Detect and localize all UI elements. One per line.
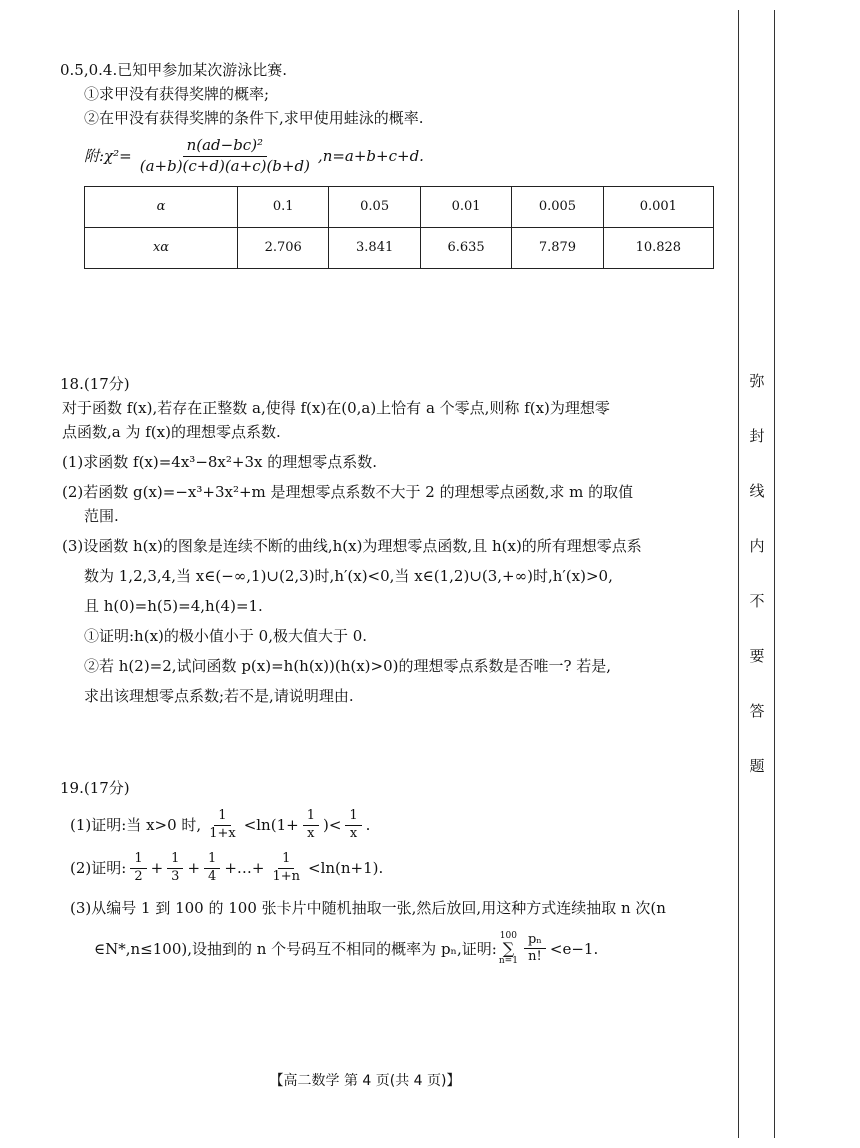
summation	[499, 932, 518, 966]
table-row-label: α	[85, 187, 238, 228]
fraction-numerator: 1	[278, 851, 294, 869]
fraction	[130, 851, 146, 886]
page-footer: 【高二数学 第 4 页(共 4 页)】	[269, 1073, 461, 1089]
table-row-label: xα	[85, 228, 238, 269]
q19-p1-mid: <ln(1+	[243, 816, 299, 835]
q18-line: 点函数,a 为 f(x)的理想零点系数.	[62, 423, 281, 441]
table-row	[85, 187, 714, 228]
q18-line: 范围.	[84, 507, 119, 525]
fraction-numerator: 1	[214, 808, 230, 826]
q19-part-3-line-1: (3)从编号 1 到 100 的 100 张卡片中随机抽取一张,然后放回,用这种方式连续抽取 n 次(n	[70, 898, 666, 917]
fraction-numerator: 1	[130, 851, 146, 869]
table-row	[85, 228, 714, 269]
table-cell: 0.1	[238, 187, 329, 228]
table-cell: 10.828	[603, 228, 713, 269]
binding-char: 题	[749, 757, 765, 775]
binding-char: 弥	[749, 372, 765, 390]
sum-symbol: ∑	[502, 938, 515, 958]
binding-char: 答	[749, 702, 765, 720]
fraction-numerator: 1	[345, 808, 361, 826]
q19-p2-ellipsis: +…+	[224, 859, 265, 878]
binding-char: 不	[749, 592, 765, 610]
table-cell: 0.05	[329, 187, 420, 228]
fraction-denominator: x	[307, 825, 315, 841]
fraction-numerator: 1	[204, 851, 220, 869]
binding-char: 封	[749, 427, 765, 445]
margin-line-right	[774, 10, 775, 1138]
fraction-denominator: 2	[134, 868, 143, 884]
q18-line: 且 h(0)=h(5)=4,h(4)=1.	[84, 597, 263, 615]
q18-line: (1)求函数 f(x)=4x³−8x²+3x 的理想零点系数.	[62, 453, 378, 471]
q19-p2-prefix: (2)证明:	[70, 859, 127, 878]
q18-line: ②若 h(2)=2,试问函数 p(x)=h(h(x))(h(x)>0)的理想零点系数是否唯一? 若是,	[84, 657, 612, 675]
q19-p3-end: <e−1.	[549, 939, 599, 958]
q19-part-3-line-2	[60, 932, 740, 967]
fraction-denominator: 1+n	[272, 868, 300, 884]
fraction	[205, 808, 240, 843]
q17-line-3: ②在甲没有获得奖牌的条件下,求甲使用蛙泳的概率.	[84, 109, 424, 127]
critical-value-table	[84, 186, 714, 269]
fraction-denominator: x	[349, 825, 358, 841]
q18-line: (3)设函数 h(x)的图象是连续不断的曲线,h(x)为理想零点函数,且 h(x)的所有理想零点系	[62, 537, 642, 555]
fraction	[524, 932, 546, 967]
sum-lower-limit: n=1	[498, 955, 518, 966]
table-cell: 0.01	[420, 187, 511, 228]
q18-line: 对于函数 f(x),若存在正整数 a,使得 f(x)在(0,a)上恰有 a 个零点,则称 f(x)为理想零	[62, 399, 610, 417]
q19-part-2	[60, 851, 740, 886]
question-19	[60, 776, 740, 966]
chi-square-formula	[60, 136, 720, 176]
table-cell: 7.879	[512, 228, 603, 269]
q19-p3-prefix: ∈N*,n≤100),设抽到的 n 个号码互不相同的概率为 pₙ,证明:	[94, 939, 497, 958]
q19-part-1	[60, 808, 740, 843]
q19-p1-prefix: (1)证明:当 x>0 时,	[70, 816, 202, 835]
table-cell: 0.005	[512, 187, 603, 228]
q18-line: 求出该理想零点系数;若不是,请说明理由.	[84, 687, 354, 705]
binding-char: 内	[749, 537, 765, 555]
fraction-denominator: n!	[528, 949, 542, 965]
fraction	[167, 851, 183, 886]
fraction-denominator: 4	[208, 868, 217, 884]
q18-line: ①证明:h(x)的极小值小于 0,极大值大于 0.	[84, 627, 368, 645]
plus-sign: +	[150, 859, 164, 878]
q18-line: (2)若函数 g(x)=−x³+3x²+m 是理想零点系数不大于 2 的理想零点函数,求 m 的取值	[62, 483, 634, 501]
margin-line-left	[738, 10, 739, 1138]
fraction	[345, 808, 361, 843]
question-18	[60, 372, 740, 708]
q18-title: 18.(17分)	[60, 375, 130, 393]
plus-sign: +	[187, 859, 201, 878]
fraction-denominator: 1+x	[209, 825, 236, 841]
q17-line-2: ①求甲没有获得奖牌的概率;	[84, 85, 270, 103]
formula-numerator: n(ad−bc)²	[183, 136, 268, 157]
fraction-numerator: 1	[167, 851, 183, 869]
binding-char: 要	[749, 647, 765, 665]
sum-upper-limit: 100	[499, 930, 517, 941]
table-cell: 6.635	[420, 228, 511, 269]
binding-notice	[742, 370, 772, 810]
fraction-denominator: 3	[171, 868, 180, 884]
fraction	[303, 808, 319, 843]
binding-char: 线	[749, 482, 765, 500]
table-cell: 3.841	[329, 228, 420, 269]
q19-p2-end: <ln(n+1).	[308, 859, 384, 878]
q17-line-1: 0.5,0.4.已知甲参加某次游泳比赛.	[60, 61, 288, 79]
fraction-numerator: pₙ	[524, 932, 546, 950]
q19-title: 19.(17分)	[60, 779, 130, 797]
formula-prefix: 附:χ²=	[84, 147, 132, 165]
table-cell: 0.001	[603, 187, 713, 228]
fraction	[268, 851, 304, 886]
question-17-tail	[60, 58, 720, 269]
fraction	[204, 851, 220, 886]
fraction-numerator: 1	[303, 808, 319, 826]
formula-denominator: (a+b)(c+d)(a+c)(b+d)	[139, 156, 310, 175]
q19-p1-mid2: )<	[322, 816, 342, 835]
table-cell: 2.706	[238, 228, 329, 269]
formula-suffix: ,n=a+b+c+d.	[317, 147, 424, 165]
q19-p1-end: .	[365, 816, 371, 835]
formula-fraction	[136, 136, 314, 176]
q18-line: 数为 1,2,3,4,当 x∈(−∞,1)∪(2,3)时,h′(x)<0,当 x∈(1,2)∪(3,+∞)时,h′(x)>0,	[84, 567, 613, 585]
